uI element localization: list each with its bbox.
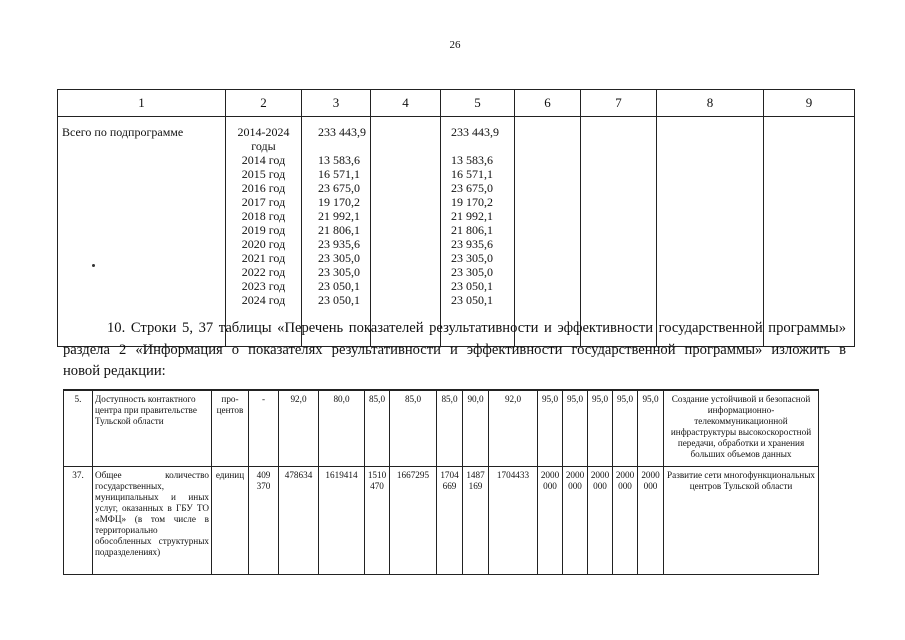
unit-cell: про- центов bbox=[212, 391, 249, 467]
stack-entry: 21 806,1 bbox=[451, 223, 493, 237]
value-cell: 85,0 bbox=[437, 391, 463, 467]
indicator-row-5 bbox=[64, 391, 819, 467]
value-cell: 2000 000 bbox=[538, 467, 563, 575]
stack-entry: 23 675,0 bbox=[451, 181, 493, 195]
stack-entry: 2023 год bbox=[241, 279, 286, 293]
empty-cell bbox=[764, 117, 855, 347]
paragraph-line: новой редакции: bbox=[63, 363, 166, 379]
indicator-description: Развитие сети многофункциональных центров Тульской области bbox=[664, 467, 819, 575]
empty-cell bbox=[371, 117, 441, 347]
stack-entry: 233 443,9 bbox=[318, 125, 366, 139]
stack-entry: 233 443,9 bbox=[451, 125, 499, 139]
stack-entry: 2021 год bbox=[241, 251, 286, 265]
column-header: 3 bbox=[302, 90, 371, 117]
stack-entry: 2017 год bbox=[241, 195, 286, 209]
value-cell: 92,0 bbox=[489, 391, 538, 467]
column-header: 6 bbox=[515, 90, 581, 117]
value-cell: 2000 000 bbox=[563, 467, 588, 575]
row-number: 5. bbox=[64, 391, 93, 467]
stack-entry: 2014-2024 bbox=[237, 125, 290, 139]
value-cell: 409 370 bbox=[249, 467, 279, 575]
stack-entry: 23 050,1 bbox=[451, 279, 493, 293]
unit-cell: единиц bbox=[212, 467, 249, 575]
amount-list-5 bbox=[451, 125, 514, 307]
empty-cell bbox=[657, 117, 764, 347]
value-cell: 1619414 bbox=[319, 467, 365, 575]
stack-entry: 2019 год bbox=[241, 223, 286, 237]
stack-entry: 21 992,1 bbox=[451, 209, 493, 223]
value-cell: - bbox=[249, 391, 279, 467]
column-header: 4 bbox=[371, 90, 441, 117]
amendment-paragraph bbox=[63, 318, 846, 383]
stack-entry: 2014 год bbox=[241, 153, 286, 167]
stack-entry: 23 050,1 bbox=[318, 293, 360, 307]
stray-mark bbox=[92, 264, 95, 267]
years-column bbox=[226, 117, 302, 347]
empty-cell bbox=[581, 117, 657, 347]
value-cell: 92,0 bbox=[279, 391, 319, 467]
stack-entry: 21 806,1 bbox=[318, 223, 360, 237]
value-cell: 1667295 bbox=[390, 467, 437, 575]
stack-entry: 23 050,1 bbox=[318, 279, 360, 293]
stack-entry: 23 050,1 bbox=[451, 293, 493, 307]
value-cell: 478634 bbox=[279, 467, 319, 575]
value-cell: 95,0 bbox=[538, 391, 563, 467]
indicator-name: Общее количество государственных, муниципальных и иных услуг, оказанных в ГБУ ТО «МФЦ» (в том числе в территориально обособленных структурных подразделениях) bbox=[93, 467, 212, 575]
column-header: 2 bbox=[226, 90, 302, 117]
value-cell: 2000 000 bbox=[638, 467, 664, 575]
stack-entry: 2018 год bbox=[241, 209, 286, 223]
stack-entry: 23 305,0 bbox=[451, 265, 493, 279]
years-list bbox=[226, 125, 301, 307]
stack-entry: 23 305,0 bbox=[318, 265, 360, 279]
stack-entry bbox=[318, 139, 370, 153]
column-header: 8 bbox=[657, 90, 764, 117]
value-cell: 1704433 bbox=[489, 467, 538, 575]
column-header: 7 bbox=[581, 90, 657, 117]
row-label: Всего по подпрограмме bbox=[58, 117, 226, 347]
value-cell: 1704 669 bbox=[437, 467, 463, 575]
stack-entry: 23 935,6 bbox=[451, 237, 493, 251]
value-cell: 85,0 bbox=[365, 391, 390, 467]
stack-entry: 16 571,1 bbox=[318, 167, 360, 181]
stack-entry: 13 583,6 bbox=[318, 153, 360, 167]
budget-table-header-row bbox=[58, 90, 855, 117]
paragraph-line: 10. Строки 5, 37 таблицы «Перечень показателей результативности и эффективности государственной программы» bbox=[107, 320, 846, 336]
value-cell: 95,0 bbox=[563, 391, 588, 467]
value-cell: 1487 169 bbox=[463, 467, 489, 575]
stack-entry bbox=[451, 139, 514, 153]
page-number: 26 bbox=[449, 39, 461, 51]
empty-cell bbox=[515, 117, 581, 347]
column-header: 1 bbox=[58, 90, 226, 117]
value-cell: 85,0 bbox=[390, 391, 437, 467]
stack-entry: 16 571,1 bbox=[451, 167, 493, 181]
value-cell: 90,0 bbox=[463, 391, 489, 467]
stack-entry: 13 583,6 bbox=[451, 153, 493, 167]
stack-entry: 19 170,2 bbox=[451, 195, 493, 209]
indicator-description: Создание устойчивой и безопасной информационно-телекоммуникационной инфраструктуры высокоскоростной передачи, обработки и хранения больших объемов данных bbox=[664, 391, 819, 467]
value-cell: 95,0 bbox=[613, 391, 638, 467]
amount-list-3 bbox=[318, 125, 370, 307]
stack-entry: 2022 год bbox=[241, 265, 286, 279]
stack-entry: 2020 год bbox=[241, 237, 286, 251]
value-cell: 2000 000 bbox=[588, 467, 613, 575]
stack-entry: годы bbox=[251, 139, 276, 153]
value-cell: 80,0 bbox=[319, 391, 365, 467]
column-header: 5 bbox=[441, 90, 515, 117]
column-header: 9 bbox=[764, 90, 855, 117]
paragraph-line: раздела 2 «Информация о показателях результативности и эффективности государственной программы» изложить в bbox=[63, 341, 846, 358]
stack-entry: 23 305,0 bbox=[451, 251, 493, 265]
stack-entry: 21 992,1 bbox=[318, 209, 360, 223]
row-number: 37. bbox=[64, 467, 93, 575]
value-cell: 95,0 bbox=[638, 391, 664, 467]
value-cell: 1510 470 bbox=[365, 467, 390, 575]
stack-entry: 23 675,0 bbox=[318, 181, 360, 195]
budget-table-row bbox=[58, 117, 855, 347]
indicator-name: Доступность контактного центра при правительстве Тульской области bbox=[93, 391, 212, 467]
budget-table bbox=[57, 89, 855, 347]
stack-entry: 2024 год bbox=[241, 293, 286, 307]
stack-entry: 23 305,0 bbox=[318, 251, 360, 265]
stack-entry: 19 170,2 bbox=[318, 195, 360, 209]
value-cell: 95,0 bbox=[588, 391, 613, 467]
indicator-table bbox=[63, 389, 819, 575]
amount-column-3 bbox=[302, 117, 371, 347]
indicator-row-37 bbox=[64, 467, 819, 575]
stack-entry: 2016 год bbox=[241, 181, 286, 195]
amount-column-5 bbox=[441, 117, 515, 347]
value-cell: 2000 000 bbox=[613, 467, 638, 575]
stack-entry: 2015 год bbox=[241, 167, 286, 181]
stack-entry: 23 935,6 bbox=[318, 237, 360, 251]
